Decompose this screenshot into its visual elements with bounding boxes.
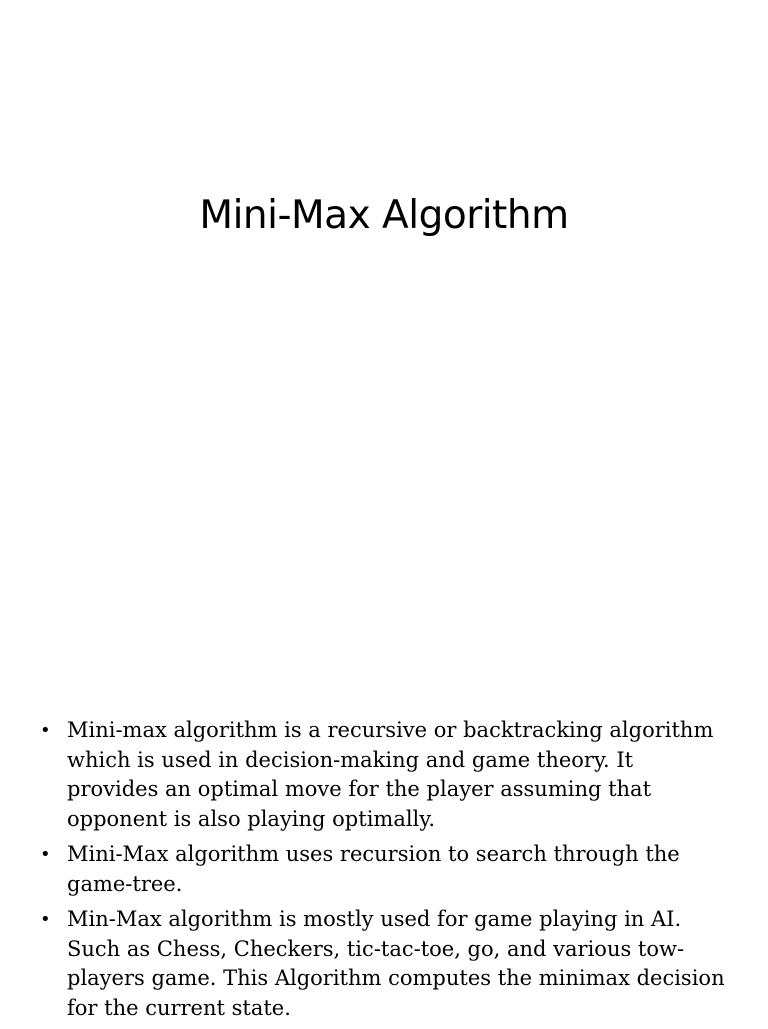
bullet-text: Mini-max algorithm is a recursive or backtracking algorithm which is used in decision-making and game theory. It provides an optimal move for the player assuming that opponent is also playing optimally. bbox=[67, 718, 714, 831]
bullet-text: Mini-Max algorithm uses recursion to search through the game-tree. bbox=[67, 842, 680, 896]
bullet-list bbox=[40, 716, 730, 1029]
bullet-icon: • bbox=[40, 844, 51, 865]
bullet-text: Min-Max algorithm is mostly used for game playing in AI. Such as Chess, Checkers, tic-tac-toe, go, and various tow-players game. This Algorithm computes the minimax decision for the current state. bbox=[67, 907, 725, 1020]
bullet-icon: • bbox=[40, 720, 51, 741]
slide-title: Mini-Max Algorithm bbox=[199, 193, 569, 238]
bullet-item bbox=[40, 905, 730, 1023]
bullet-item bbox=[40, 716, 730, 834]
bullet-icon: • bbox=[40, 909, 51, 930]
bullet-item bbox=[40, 840, 730, 899]
